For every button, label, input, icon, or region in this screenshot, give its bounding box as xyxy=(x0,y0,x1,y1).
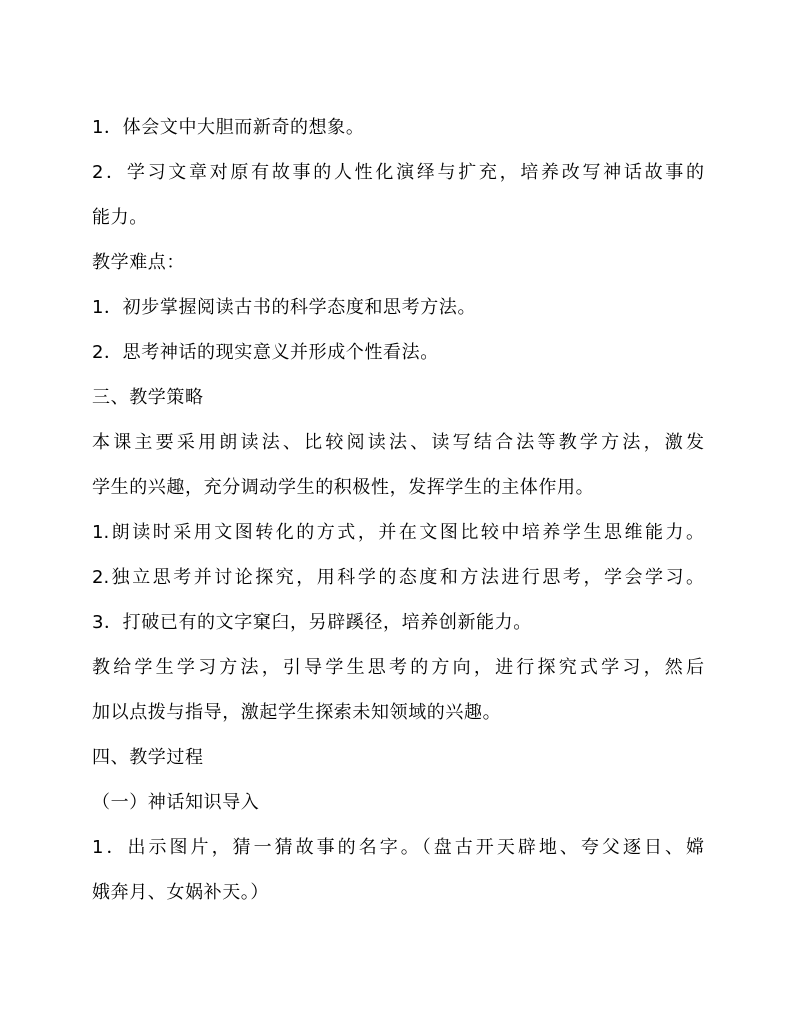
process-item-1: 1．出示图片，猜一猜故事的名字。（盘古开天辟地、夸父逐日、嫦 xyxy=(92,837,704,858)
difficulty-item-2: 2．思考神话的现实意义并形成个性看法。 xyxy=(92,342,439,363)
method-paragraph-line-2: 加以点拨与指导，激起学生探索未知领域的兴趣。 xyxy=(92,702,502,723)
strategy-paragraph-line-1: 本课主要采用朗读法、比较阅读法、读写结合法等教学方法，激发 xyxy=(92,432,704,453)
section-heading-strategy: 三、教学策略 xyxy=(92,387,204,408)
document-body xyxy=(92,105,704,915)
objective-item-2: 2．学习文章对原有故事的人性化演绎与扩充，培养改写神话故事的 xyxy=(92,162,704,183)
objective-item-1: 1．体会文中大胆而新奇的想象。 xyxy=(92,117,365,138)
method-paragraph-line-1: 教给学生学习方法，引导学生思考的方向，进行探究式学习，然后 xyxy=(92,657,704,678)
subsection-heading-intro: （一）神话知识导入 xyxy=(92,792,260,813)
process-item-1-continued: 娥奔月、女娲补天。） xyxy=(92,882,269,903)
section-heading-difficulties: 教学难点： xyxy=(92,252,185,273)
objective-item-2-continued: 能力。 xyxy=(92,207,148,228)
strategy-item-2: 2.独立思考并讨论探究，用科学的态度和方法进行思考，学会学习。 xyxy=(92,567,704,588)
strategy-item-1: 1.朗读时采用文图转化的方式，并在文图比较中培养学生思维能力。 xyxy=(92,522,704,543)
strategy-paragraph-line-2: 学生的兴趣，充分调动学生的积极性，发挥学生的主体作用。 xyxy=(92,477,595,498)
difficulty-item-1: 1．初步掌握阅读古书的科学态度和思考方法。 xyxy=(92,297,477,318)
strategy-item-3: 3．打破已有的文字窠臼，另辟蹊径，培养创新能力。 xyxy=(92,612,532,633)
section-heading-process: 四、教学过程 xyxy=(92,747,204,768)
